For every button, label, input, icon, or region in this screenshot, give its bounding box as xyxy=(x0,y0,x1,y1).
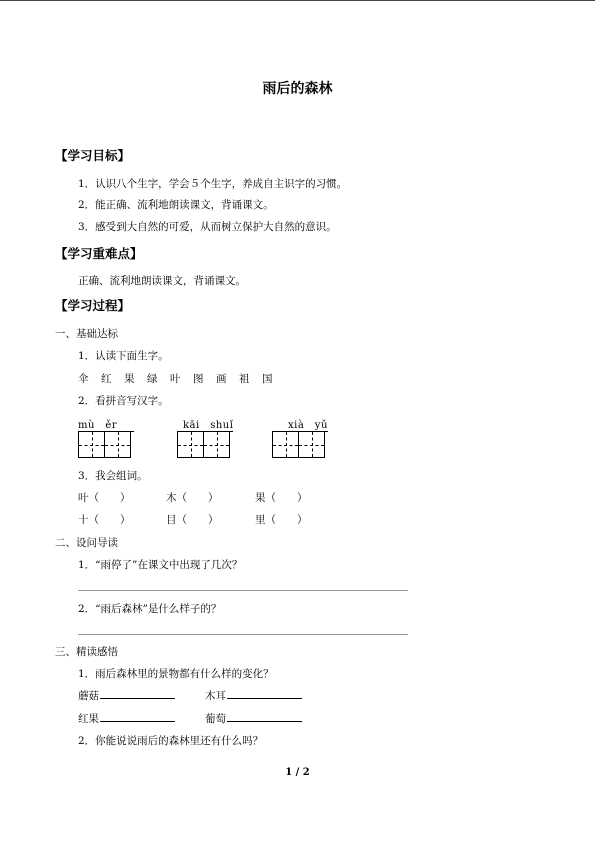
word-blank[interactable]: 果（ ） xyxy=(255,492,308,504)
writing-box[interactable] xyxy=(203,431,230,458)
keypoints-heading: 【学习重难点】 xyxy=(55,246,143,261)
writing-box[interactable] xyxy=(78,431,105,458)
question: 3．我会组词。 xyxy=(78,470,148,482)
fill-label: 木耳 xyxy=(205,690,226,702)
goal-item: 1．认识八个生字，学会５个生字，养成自主识字的习惯。 xyxy=(78,178,348,190)
page-number: 1 / 2 xyxy=(285,767,310,778)
goal-item: 2．能正确、流利地朗读课文，背诵课文。 xyxy=(78,199,274,211)
part3-heading: 三、精读感悟 xyxy=(55,646,118,658)
pinyin-label: xià yǔ xyxy=(288,420,328,431)
fill-underline[interactable] xyxy=(227,711,302,722)
word-blank[interactable]: 木（ ） xyxy=(166,492,219,504)
fill-label: 蘑菇 xyxy=(78,690,99,702)
part2-heading: 二、设问导读 xyxy=(55,537,118,549)
fill-item[interactable] xyxy=(205,688,302,703)
word-blank[interactable]: 十（ ） xyxy=(78,514,131,526)
writing-grid[interactable] xyxy=(78,431,134,458)
process-heading: 【学习过程】 xyxy=(55,298,131,313)
word-blank[interactable]: 叶（ ） xyxy=(78,492,131,504)
fill-label: 红果 xyxy=(78,713,99,725)
fill-underline[interactable] xyxy=(227,688,302,699)
question: 1．雨后森林里的景物都有什么样的变化？ xyxy=(78,668,274,680)
page-title: 雨后的森林 xyxy=(262,81,333,97)
pinyin-label: mù ěr xyxy=(78,420,118,431)
pinyin-label: kāi shuǐ xyxy=(183,420,234,431)
answer-line[interactable] xyxy=(78,634,408,635)
writing-box[interactable] xyxy=(104,431,131,458)
part1-heading: 一、基础达标 xyxy=(55,328,118,340)
word-blank[interactable]: 目（ ） xyxy=(166,514,219,526)
question: 1．“雨停了”在课文中出现了几次？ xyxy=(78,559,243,571)
question: 2．你能说说雨后的森林里还有什么吗？ xyxy=(78,735,264,747)
fill-item[interactable] xyxy=(78,711,175,726)
fill-item[interactable] xyxy=(78,688,175,703)
goals-heading: 【学习目标】 xyxy=(55,148,131,163)
fill-underline[interactable] xyxy=(100,711,175,722)
top-rule xyxy=(0,0,595,1)
question: 1．认读下面生字。 xyxy=(78,350,169,362)
word-blank[interactable]: 里（ ） xyxy=(255,514,308,526)
fill-label: 葡萄 xyxy=(205,713,226,725)
keypoints-text: 正确、流利地朗读课文，背诵课文。 xyxy=(78,275,246,287)
writing-grid[interactable] xyxy=(272,431,328,458)
fill-underline[interactable] xyxy=(100,688,175,699)
writing-grid[interactable] xyxy=(177,431,233,458)
chars-to-read: 伞 红 果 绿 叶 图 画 祖 国 xyxy=(78,373,274,385)
question: 2．看拼音写汉字。 xyxy=(78,395,169,407)
writing-box[interactable] xyxy=(298,431,325,458)
writing-box[interactable] xyxy=(272,431,299,458)
writing-box[interactable] xyxy=(177,431,204,458)
fill-item[interactable] xyxy=(205,711,302,726)
question: 2．“雨后森林”是什么样子的？ xyxy=(78,603,222,615)
goal-item: 3．感受到大自然的可爱，从而树立保护大自然的意识。 xyxy=(78,221,337,233)
answer-line[interactable] xyxy=(78,590,408,591)
